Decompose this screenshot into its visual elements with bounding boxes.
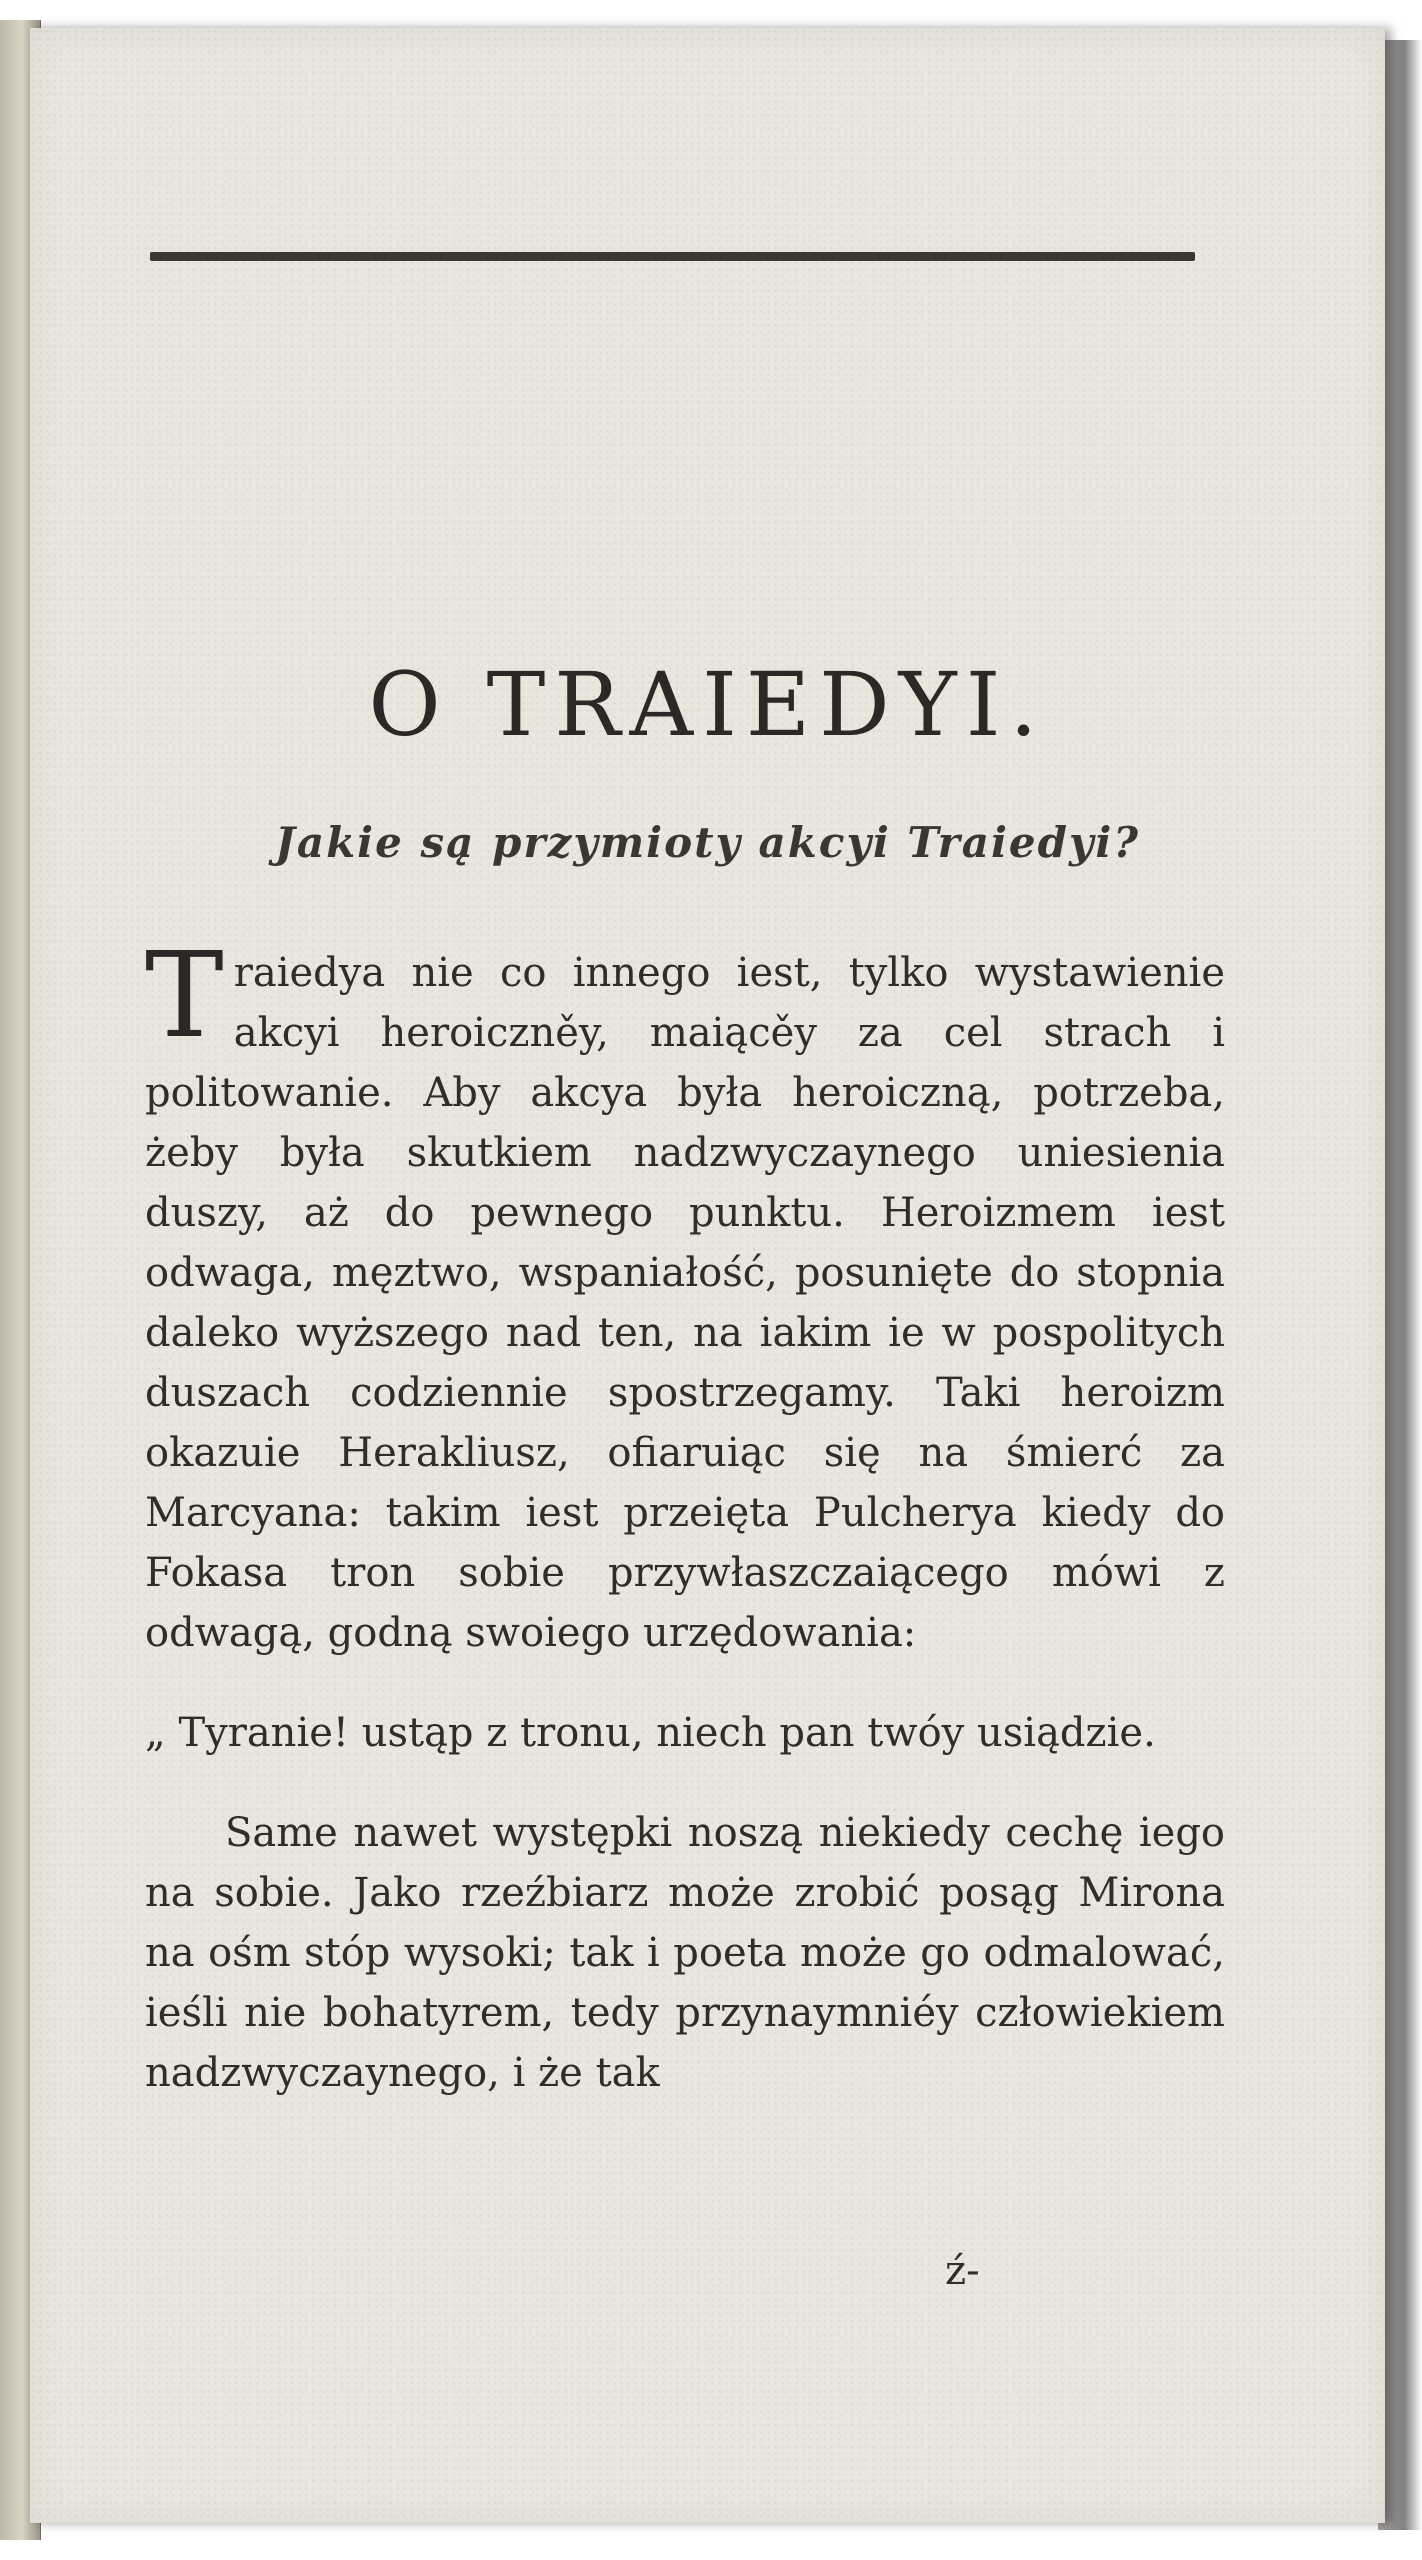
paragraph-first bbox=[145, 926, 1225, 1663]
catchword: ź- bbox=[945, 2248, 980, 2294]
quoted-line: „ Tyranie! ustąp z tronu, niech pan twóy usiądzie. bbox=[145, 1710, 1156, 1756]
paragraph-third: Same nawet występki noszą niekiedy cechę iego na sobie. Jako rzeźbiarz może zrobić posąg Mirona na ośm stóp wysoki; tak i poeta może go odmalować, ieśli nie bohatyrem, tedy przynaymniéy człowiekiem nadzwyczaynego, i że tak bbox=[145, 1810, 1225, 2096]
body-text bbox=[145, 926, 1225, 2103]
book-page bbox=[30, 28, 1385, 2523]
drop-cap: T bbox=[145, 926, 224, 1064]
section-question: Jakie są przymioty akcyi Traiedyi? bbox=[275, 818, 1140, 867]
paragraph-first-text: raiedya nie co innego iest, tylko wystawienie akcyi heroiczněy, maiącěy za cel strach i politowanie. Aby akcya była heroiczną, potrzeba, żeby była skutkiem nadzwyczaynego uniesienia duszy, aż do pewnego punktu. Heroizmem iest odwaga, męztwo, wspaniałość, posunięte do stopnia daleko wyższego nad ten, na iakim ie w pospolitych duszach codziennie spostrzegamy. Taki heroizm okazuie Herakliusz, ofiaruiąc się na śmierć za Marcyana: takim iest przeięta Pulcherya kiedy do Fokasa tron sobie przywłaszczaiącego mówi z odwagą, godną swoiego urzędowania: bbox=[145, 950, 1225, 1656]
header-rule bbox=[150, 252, 1195, 261]
page-title: O TRAIEDYI. bbox=[368, 653, 1047, 756]
